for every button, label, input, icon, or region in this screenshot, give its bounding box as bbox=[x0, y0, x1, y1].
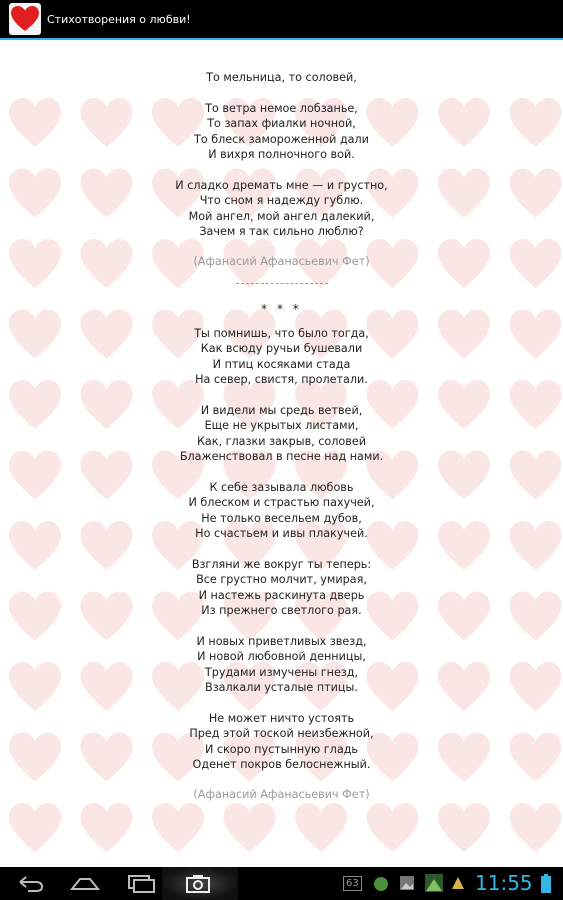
poem-line: Взгляни же вокруг ты теперь: bbox=[191, 557, 372, 571]
poem-scroll-view[interactable] bbox=[0, 40, 563, 867]
poem-line: Еще не укрытых листами, bbox=[204, 419, 359, 432]
poem-line: Все грустно молчит, умирая, bbox=[196, 573, 367, 586]
poem-line: То мельница, то соловей, bbox=[206, 71, 357, 84]
system-navigation-bar bbox=[0, 867, 563, 900]
poem-line: И настежь раскинута дверь bbox=[198, 588, 365, 602]
home-icon[interactable] bbox=[70, 875, 100, 891]
background-heart bbox=[81, 803, 133, 852]
poem-line: Взалкали усталые птицы. bbox=[205, 681, 358, 694]
notification-icon bbox=[450, 875, 466, 891]
poem-line: И видели мы средь ветвей, bbox=[200, 403, 363, 417]
poem-heading: * * * bbox=[261, 302, 302, 316]
background-heart bbox=[152, 803, 204, 852]
poem-line: Блаженствовал в песне над нами. bbox=[179, 450, 384, 463]
poem-line: На север, свистя, пролетали. bbox=[195, 373, 368, 386]
poem-line: К себе зазывала любовь bbox=[209, 480, 354, 494]
poem-divider bbox=[236, 283, 328, 284]
action-bar bbox=[0, 0, 563, 40]
status-clock: 11:55 bbox=[475, 871, 533, 895]
poem-line: Не может ничто устоять bbox=[208, 711, 355, 725]
poem-line: Ты помнишь, что было тогда, bbox=[194, 326, 369, 340]
heart-icon[interactable] bbox=[9, 3, 41, 35]
poem-line: Не только весельем дубов, bbox=[201, 511, 362, 525]
poem-line: И новой любовной денницы, bbox=[197, 650, 366, 663]
battery-icon bbox=[541, 874, 551, 893]
poem-line: То блеск замороженной дали bbox=[194, 132, 369, 146]
poem-line: И новых приветливых звезд, bbox=[196, 634, 367, 648]
poem-line: Что сном я надежду гублю. bbox=[199, 194, 364, 207]
poem-line: Оденет покров белоснежный. bbox=[192, 758, 371, 771]
poem-line: Трудами измучены гнезд, bbox=[204, 665, 359, 679]
poem-line: И скоро пустынную гладь bbox=[204, 742, 359, 756]
android-icon bbox=[372, 876, 390, 892]
poem-list bbox=[0, 70, 563, 802]
poem-line: Как всюду ручьи бушевали bbox=[200, 342, 363, 355]
poem-author: (Афанасий Афанасьевич Фет) bbox=[193, 787, 370, 801]
poem-line: И сладко дремать мне — и грустно, bbox=[175, 178, 388, 192]
poem-line: Из прежнего светлого рая. bbox=[201, 604, 362, 617]
poem-line: Мой ангел, мой ангел далекий, bbox=[188, 209, 375, 223]
image-icon bbox=[399, 875, 415, 891]
poem-line: Но счастьем и ивы плакучей. bbox=[195, 527, 368, 540]
poem-line: Пред этой тоской неизбежной, bbox=[189, 727, 374, 740]
background-heart bbox=[224, 803, 276, 852]
recent-apps-icon[interactable] bbox=[128, 875, 156, 893]
background-heart bbox=[438, 803, 490, 852]
screenshot-icon[interactable] bbox=[186, 875, 210, 893]
poem-author: (Афанасий Афанасьевич Фет) bbox=[193, 254, 370, 268]
back-icon[interactable] bbox=[16, 876, 44, 892]
poem-line: И вихря полночного вой. bbox=[208, 148, 355, 161]
poem-line: Зачем я так сильно люблю? bbox=[199, 225, 364, 238]
background-heart bbox=[9, 803, 61, 852]
poem-line: И птиц косяками стада bbox=[212, 357, 351, 371]
background-heart bbox=[510, 803, 562, 852]
poem-line: То ветра немое лобзанье, bbox=[205, 101, 358, 115]
app-title: Стихотворения о любви! bbox=[47, 12, 191, 26]
gallery-icon bbox=[424, 873, 444, 893]
poem-line: Как, глазки закрыв, соловей bbox=[196, 434, 367, 448]
notification-badge: 63 bbox=[343, 876, 362, 891]
poem-line: И блеском и страстью пахучей, bbox=[188, 496, 375, 509]
background-heart bbox=[295, 803, 347, 852]
poem-line: То запах фиалки ночной, bbox=[207, 117, 356, 130]
background-heart bbox=[367, 803, 419, 852]
